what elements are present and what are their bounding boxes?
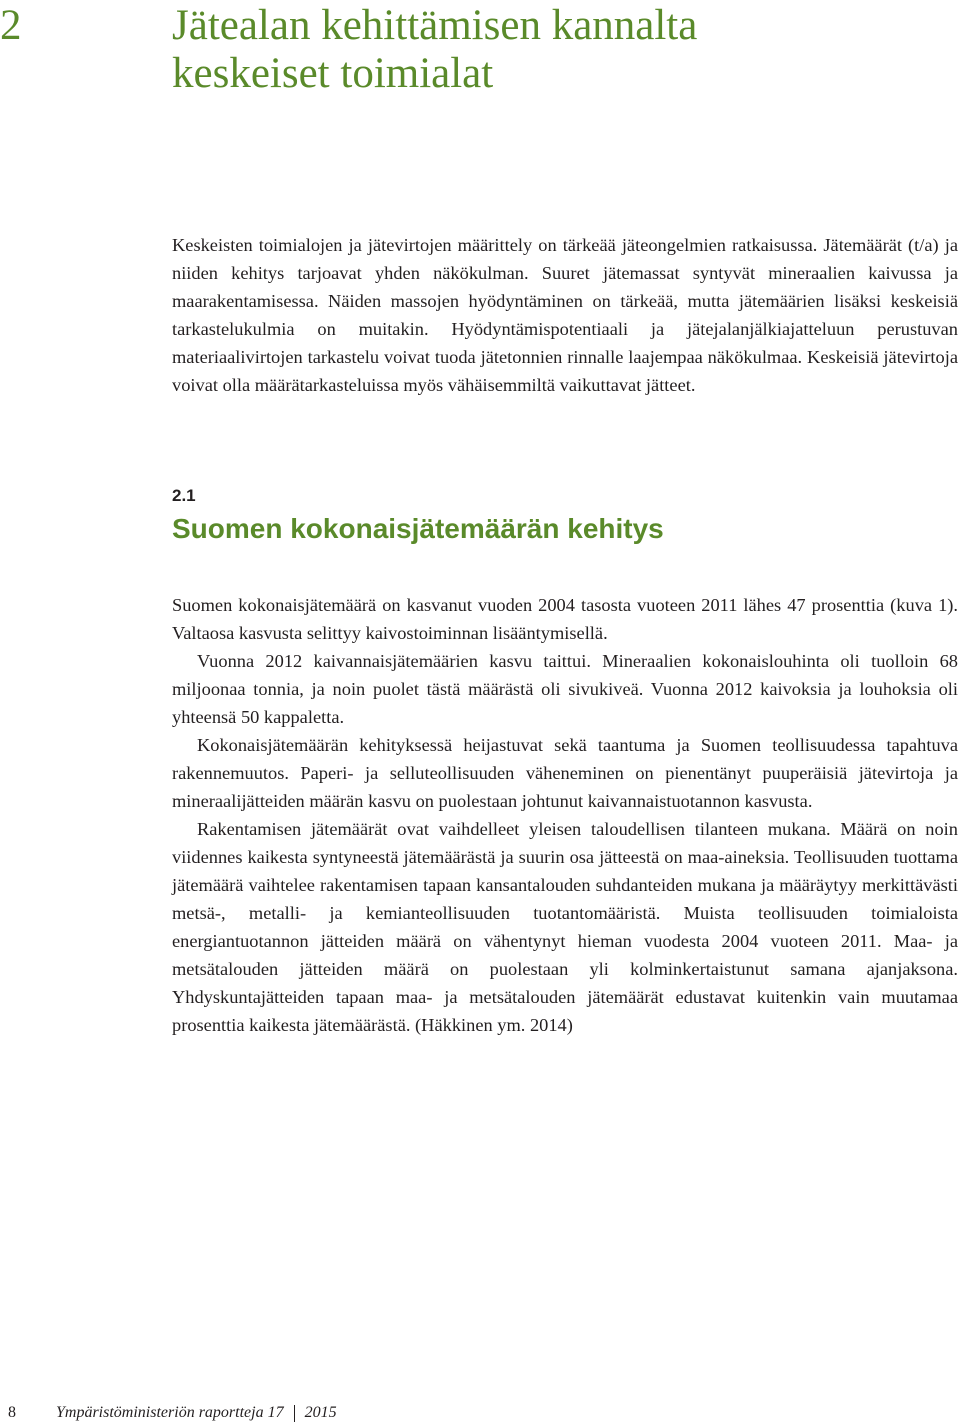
footer-year: 2015: [304, 1404, 337, 1421]
footer-page-number: 8: [8, 1404, 16, 1421]
chapter-number: 2: [0, 2, 22, 49]
page-footer: [8, 1402, 337, 1424]
intro-paragraph: Keskeisten toimialojen ja jätevirtojen määrittely on tärkeää jäteongelmien ratkaisussa. Jätemäärät (t/a) ja niiden kehitys tarjoavat yhden näkökulman. Suuret jätemassat syntyvät mineraalien kaivussa ja maarakentamisessa. Näiden massojen hyödyntäminen on tärkeää, mutta jätemäärien lisäksi keskeisiä tarkastelukulmia on muitakin. Hyödyntämispotentiaali ja jätejalanjälkiajatteluun perustuvan materiaalivirtojen tarkastelu voivat tuoda jätetonnien rinnalle laajempaa näkökulmaa. Keskeisiä jätevirtoja voivat olla määrätarkasteluissa myös vähäisemmiltä vaikuttavat jätteet.: [172, 235, 958, 395]
body-paragraph-3: Kokonaisjätemäärän kehityksessä heijastuvat sekä taantuma ja Suomen teollisuudessa tapahtuva rakennemuutos. Paperi- ja selluteollisuuden väheneminen on pienentänyt puuperäisiä jätevirtoja ja mineraalijätteiden määrän kasvu on puolestaan johtunut kaivannaistuotannon kasvusta.: [172, 735, 958, 811]
body-paragraph-1: Suomen kokonaisjätemäärä on kasvanut vuoden 2004 tasosta vuoteen 2011 lähes 47 prosenttia (kuva 1). Valtaosa kasvusta selittyy kaivostoiminnan lisääntymisellä.: [172, 595, 958, 643]
body-paragraph-2: Vuonna 2012 kaivannaisjätemäärien kasvu taittui. Mineraalien kokonaislouhinta oli tuolloin 68 miljoonaa tonnia, ja noin puolet tästä määrästä oli sivukiveä. Vuonna 2012 kaivoksia ja louhoksia oli yhteensä 50 kappaletta.: [172, 651, 958, 727]
section-title: Suomen kokonaisjätemäärän kehitys: [172, 513, 664, 544]
chapter-title-line-2: keskeiset toimialat: [172, 50, 494, 97]
footer-publication: Ympäristöministeriön raportteja 17: [56, 1404, 284, 1421]
chapter-title: [0, 2, 698, 98]
chapter-title-line-1: Jätealan kehittämisen kannalta: [172, 2, 698, 49]
body-paragraph-4: Rakentamisen jätemäärät ovat vaihdelleet yleisen taloudellisen tilanteen mukana. Määrä on noin viidennes kaikesta syntyneestä jätemäärästä ja suurin osa jätteestä on maa-aineksia. Teollisuuden tuottama jätemäärä vaihtelee rakentamisen tapaan kansantalouden suhdanteiden mukana ja määräytyy merkittävästi metsä-, metalli- ja kemianteollisuuden tuotantomääristä. Muista teollisuuden toimialoista energiantuotannon jätteiden määrä on vähentynyt hieman vuodesta 2004 vuoteen 2011. Maa- ja metsätalouden jätteiden määrä on puolestaan yli kolminkertaistunut samana ajanjaksona. Yhdyskuntajätteiden tapaan maa- ja metsätalouden jätemäärät edustavat kuitenkin vain muutamaa prosenttia kaikesta jätemäärästä. (Häkkinen ym. 2014): [172, 819, 958, 1035]
section-number: 2.1: [172, 486, 196, 505]
section-body: [172, 591, 958, 1039]
footer-divider: [294, 1405, 295, 1422]
